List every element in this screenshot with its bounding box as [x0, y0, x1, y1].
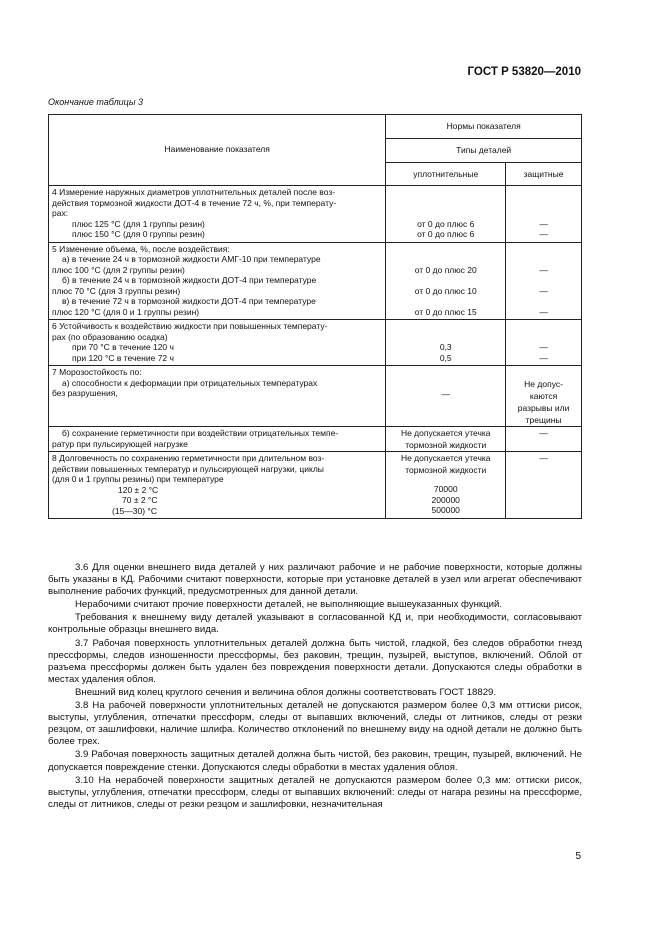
- cell-line: плюс 70 °С (для 3 группы резин): [52, 285, 181, 296]
- sealing-cell: [386, 366, 506, 427]
- cell-value: разрывы или: [517, 403, 570, 413]
- cell-line: 4 Измерение наружных диаметров уплотнительных деталей после воз-: [52, 187, 336, 197]
- cell-line: рах:: [52, 208, 69, 218]
- table-caption: Окончание таблицы 3: [48, 97, 143, 107]
- cell-line: плюс 150 °С (для 0 группы резин): [72, 229, 205, 239]
- paragraph: 3.6 Для оценки внешнего вида деталей у них различают рабочие и не рабочие поверхности, которые должны быть указаны в КД. Рабочими считают поверхности, которые при установке деталей в узел или агрегат обеспечивают выполнение рабочих функций, предусмотренных для данной детали.: [48, 562, 582, 598]
- cell-line: рах (по образованию осадка): [52, 331, 168, 342]
- paragraph: 3.10 На нерабочей поверхности защитных деталей не допускаются размером более 0,3 мм: оттиски рисок, выступы, углубления, отпечатки прессформ, следы от выпавших включений: следы от нагара резины на прессформе, следы от литников, следы от резки резцом и зашлифовки, незначительная: [48, 774, 582, 810]
- paragraph: Внешний вид колец круглого сечения и величина облоя должны соответствовать ГОСТ 18829.: [75, 686, 497, 698]
- cell-line: плюс 125 °С (для 1 группы резин): [72, 218, 205, 229]
- table-header-row: [49, 115, 582, 139]
- header-types: Типы деталей: [386, 139, 582, 163]
- cell-line: (15—30) °С: [112, 505, 157, 516]
- protective-cell: [506, 242, 582, 320]
- sealing-cell: [386, 452, 506, 519]
- cell-line: плюс 100 °С (для 2 группы резин): [52, 264, 185, 275]
- cell-value: от 0 до плюс 10: [414, 285, 477, 296]
- page-number: 5: [575, 851, 581, 862]
- table-row: [49, 452, 582, 519]
- cell-value: от 0 до плюс 20: [414, 264, 477, 275]
- sealing-cell: [386, 427, 506, 452]
- cell-value: —: [539, 229, 548, 239]
- document-header: ГОСТ Р 53820—2010: [467, 66, 581, 78]
- table-row: [49, 427, 582, 452]
- cell-value: —: [539, 264, 548, 275]
- sealing-cell: [386, 320, 506, 366]
- cell-line: в) в течение 72 ч в тормозной жидкости ДОТ-4 при температуре: [62, 296, 316, 306]
- cell-line: 5 Изменение объема, %, после воздействия:: [52, 243, 230, 254]
- table-row: [49, 366, 582, 427]
- indicator-cell: [49, 427, 386, 452]
- cell-line: 120 ± 2 °С: [118, 484, 159, 495]
- body-text: [48, 562, 582, 811]
- header-norms: Нормы показателя: [386, 115, 582, 139]
- cell-value: каются: [529, 391, 558, 401]
- cell-line: (для 0 и 1 группы резины) при температуре: [52, 474, 224, 484]
- sealing-cell: [386, 242, 506, 320]
- protective-cell: [506, 427, 582, 452]
- cell-value: 0,5: [439, 352, 452, 363]
- cell-line: 7 Морозостойкость по:: [52, 367, 142, 377]
- cell-value: 200000: [431, 494, 460, 505]
- table-row: [49, 320, 582, 366]
- cell-line: 8 Долговечность по сохранению герметичности при длительном воз-: [52, 453, 325, 463]
- protective-cell: [506, 452, 582, 519]
- cell-value: —: [539, 285, 548, 296]
- cell-line: б) сохранение герметичности при воздействии отрицательных темпе-: [62, 428, 339, 438]
- cell-value: —: [539, 218, 548, 229]
- cell-line: при 70 °С в течение 120 ч: [72, 342, 174, 352]
- cell-value: трещины: [525, 415, 562, 425]
- cell-line: без разрушения,: [52, 388, 118, 398]
- header-sealing: уплотнительные: [386, 163, 506, 186]
- protective-cell: [506, 186, 582, 243]
- header-protective: защитные: [506, 163, 582, 186]
- indicator-cell: [49, 320, 386, 366]
- cell-value: 0,3: [439, 342, 452, 352]
- table-row: [49, 242, 582, 320]
- indicator-cell: [49, 242, 386, 320]
- cell-value: Не допускается утечка: [400, 428, 491, 438]
- cell-value: тормозной жидкости: [405, 439, 487, 450]
- cell-value: от 0 до плюс 6: [417, 218, 475, 229]
- cell-line: действии повышенных температур и пульсирующей нагрузки, циклы: [52, 463, 324, 474]
- cell-value: —: [539, 352, 548, 363]
- cell-value: —: [539, 453, 548, 463]
- cell-value: —: [539, 342, 548, 352]
- cell-line: при 120 °С в течение 72 ч: [72, 352, 174, 363]
- cell-line: ратур при пульсирующей нагрузке: [52, 438, 188, 449]
- cell-value: 70000: [433, 484, 458, 494]
- indicator-cell: [49, 366, 386, 427]
- paragraph: 3.9 Рабочая поверхность защитных деталей должна быть чистой, без раковин, трещин, пузырей, включений. Не допускается повреждение стенки. Допускаются следы обработки в местах удаления облоя.: [48, 749, 582, 773]
- cell-value: от 0 до плюс 15: [414, 306, 477, 317]
- indicator-cell: [49, 452, 386, 519]
- protective-cell: [506, 320, 582, 366]
- sealing-cell: [386, 186, 506, 243]
- cell-line: а) способности к деформации при отрицательных температурах: [62, 377, 318, 388]
- cell-value: Не допус-: [524, 379, 563, 389]
- cell-line: 6 Устойчивость к воздействию жидкости при повышенных температу-: [52, 321, 328, 331]
- requirements-table: [48, 114, 582, 519]
- cell-line: 70 ± 2 °С: [122, 495, 158, 505]
- cell-value: —: [539, 428, 548, 438]
- cell-value: тормозной жидкости: [405, 464, 487, 475]
- indicator-cell: [49, 186, 386, 243]
- cell-line: плюс 120 °С (для 0 и 1 группы резин): [52, 306, 200, 317]
- cell-line: действия тормозной жидкости ДОТ-4 в течение 72 ч, %, при температу-: [52, 197, 337, 208]
- cell-value: —: [539, 306, 548, 317]
- header-indicator: Наименование показателя: [49, 115, 386, 186]
- paragraph: Нерабочими считают прочие поверхности деталей, не выполняющие вышеуказанных функций.: [75, 599, 502, 611]
- paragraph: Требования к внешнему виду деталей указывают в согласованной КД и, при необходимости, согласовывают контрольные образцы внешнего вида.: [48, 612, 582, 636]
- paragraph: 3.7 Рабочая поверхность уплотнительных деталей должна быть чистой, гладкой, без следов обработки гнезд прессформы, следов изношенности прессформы, без раковин, трещин, пузырей, выступов, включений. Облой от разъема прессформы должен быть удален без повреждения поверхности детали. Допускаются следы обработки в местах удаления облоя.: [48, 637, 582, 685]
- cell-line: а) в течение 24 ч в тормозной жидкости АМГ-10 при температуре: [62, 254, 321, 264]
- cell-value: от 0 до плюс 6: [417, 229, 475, 239]
- protective-cell: [506, 366, 582, 427]
- cell-value: —: [441, 389, 450, 399]
- paragraph: 3.8 На рабочей поверхности уплотнительных деталей не допускаются размером более 0,3 мм оттиски рисок, выступы, углубления, отпечатки прессформ, следы от выпавших включений, следы от литников, следы от резки резцом, от зашлифовки, наличие шлифа. Количество отклонений по внешнему виду на одной детали не должно быть более трех.: [48, 700, 582, 748]
- cell-line: б) в течение 24 ч в тормозной жидкости ДОТ-4 при температуре: [62, 275, 317, 285]
- cell-value: Не допускается утечка: [400, 453, 491, 463]
- cell-value: 500000: [431, 505, 460, 515]
- table-row: [49, 186, 582, 243]
